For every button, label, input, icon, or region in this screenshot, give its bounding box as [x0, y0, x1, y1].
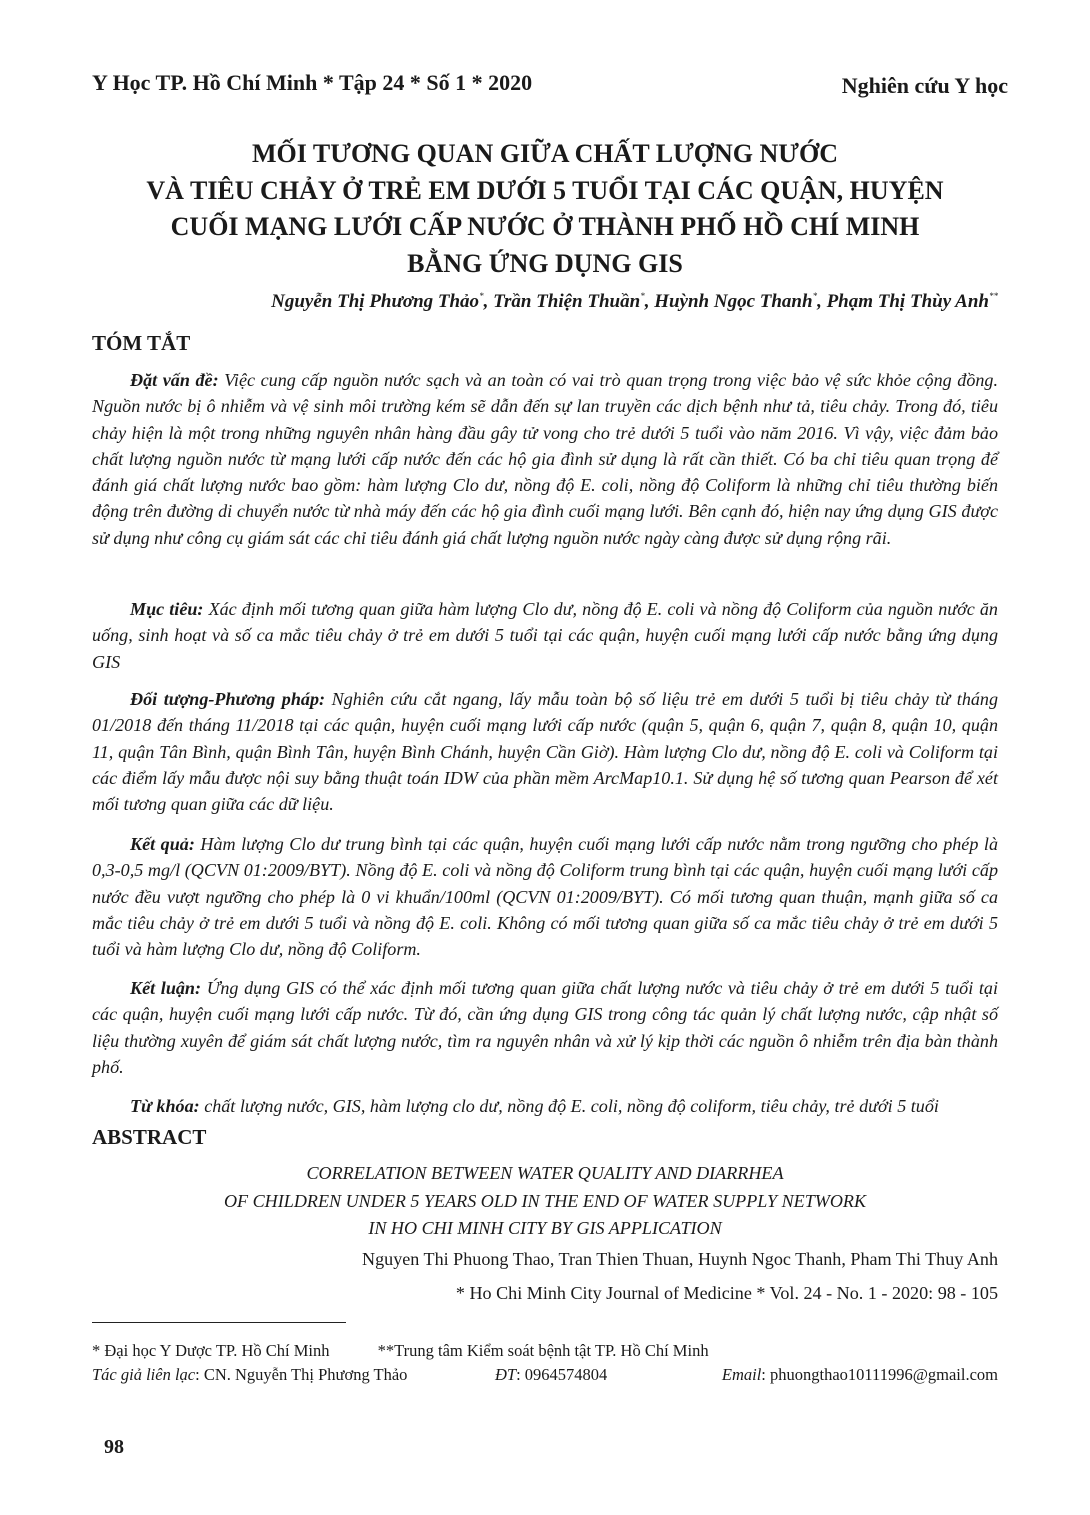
contact-email [722, 1365, 998, 1385]
phone-value: : 0964574804 [516, 1365, 608, 1384]
affiliation-mark: * [640, 291, 645, 301]
summary-results [92, 831, 998, 962]
abstract-heading: ABSTRACT [92, 1125, 207, 1149]
summary-methods [92, 686, 998, 817]
english-title-line: IN HO CHI MINH CITY BY GIS APPLICATION [368, 1218, 722, 1238]
summary-background [92, 367, 998, 551]
section-text: chất lượng nước, GIS, hàm lượng clo dư, nồng độ E. coli, nồng độ coliform, tiêu chảy, trẻ dưới 5 tuổi [204, 1096, 939, 1116]
section-text: Nghiên cứu cắt ngang, lấy mẫu toàn bộ số liệu trẻ em dưới 5 tuổi bị tiêu chảy từ tháng 01/2018 đến tháng 11/2018 tại các quận, huyện cuối mạng lưới cấp nước (quận 5, quận 6, quận 7, quận 8, quận 10, quận 11, quận Tân Bình, quận Bình Tân, huyện Bình Chánh, huyện Cần Giờ). Hàm lượng Clo dư, nồng độ E. coli và Coliform tại các điểm lấy mẫu được nội suy bằng thuật toán IDW của phần mềm ArcMap10.1. Sử dụng hệ số tương quan Pearson để xét mối tương quan giữa các dữ liệu. [92, 689, 999, 815]
author-name: Phạm Thị Thùy Anh [826, 291, 989, 312]
section-label: Đối tượng-Phương pháp: [130, 689, 326, 709]
contact-label: Tác giả liên lạc [92, 1365, 196, 1384]
affiliations [92, 1341, 709, 1361]
affiliation-mark: * [479, 291, 484, 301]
affiliation-mark: * [812, 291, 818, 301]
english-title-line: OF CHILDREN UNDER 5 YEARS OLD IN THE END OF WATER SUPPLY NETWORK [223, 1190, 867, 1211]
author-separator: , [483, 291, 494, 312]
citation: * Ho Chi Minh City Journal of Medicine * Vol. 24 - No. 1 - 2020: 98 - 105 [455, 1283, 998, 1303]
title-line: CUỐI MẠNG LƯỚI CẤP NƯỚC Ở THÀNH PHỐ HỒ CHÍ MINH [170, 212, 920, 241]
author-separator: , [817, 291, 827, 312]
summary-keywords [92, 1093, 998, 1119]
title-line: BẰNG ỨNG DỤNG GIS [407, 248, 683, 278]
footnote-divider [92, 1322, 346, 1323]
phone-label: ĐT [495, 1365, 517, 1384]
author-separator: , [644, 291, 655, 312]
english-title-line: CORRELATION BETWEEN WATER QUALITY AND DIARRHEA [306, 1163, 784, 1183]
section-header: Nghiên cứu Y học [841, 73, 1008, 98]
section-text: Việc cung cấp nguồn nước sạch và an toàn có vai trò quan trọng trong việc bảo vệ sức khỏe cộng đồng. Nguồn nước bị ô nhiễm và vệ sinh môi trường kém sẽ dẫn đến sự lan truyền các dịch bệnh như tả, tiêu chảy. Trong đó, tiêu chảy hiện là một trong những nguyên nhân hàng đầu gây tử vong cho trẻ dưới 5 tuổi vào năm 2016. Vì vậy, việc đảm bảo chất lượng nguồn nước từ mạng lưới cấp nước đến các hộ gia đình sử dụng là rất cần thiết. Có ba chỉ tiêu quan trọng để đánh giá chất lượng nước bao gồm: hàm lượng Clo dư, nồng độ E. coli, nồng độ Coliform là những chỉ tiêu thường biến động trên đường di chuyển nước từ nhà máy đến các hộ gia đình cuối mạng lưới. Bên cạnh đó, hiện nay ứng dụng GIS được sử dụng như công cụ giám sát các chỉ tiêu đánh giá chất lượng nguồn nước ngày càng được sử dụng rộng rãi. [92, 370, 998, 548]
section-text: Ứng dụng GIS có thể xác định mối tương quan giữa chất lượng nước và tiêu chảy ở trẻ em dưới 5 tuổi tại các quận, huyện cuối mạng lưới cấp nước. Từ đó, cần ứng dụng GIS trong công tác quản lý chất lượng nước, cập nhật số liệu thường xuyên để giám sát chất lượng nước, tìm ra nguyên nhân và xử lý kịp thời các nguồn ô nhiễm trên địa bàn thành phố. [92, 978, 999, 1077]
summary-objective [92, 596, 998, 675]
title-line: VÀ TIÊU CHẢY Ở TRẺ EM DƯỚI 5 TUỔI TẠI CÁC QUẬN, HUYỆN [146, 175, 944, 205]
affiliation-1: * Đại học Y Dược TP. Hồ Chí Minh [92, 1341, 330, 1360]
summary-heading: TÓM TẮT [92, 331, 191, 355]
journal-header: Y Học TP. Hồ Chí Minh * Tập 24 * Số 1 * 2020 [92, 70, 533, 95]
affiliation-mark: ** [989, 291, 998, 301]
contact-phone [495, 1365, 607, 1385]
author-name: Huỳnh Ngọc Thanh [654, 291, 813, 312]
author-name: Trần Thiện Thuần [493, 291, 641, 312]
section-label: Kết luận: [130, 978, 202, 998]
english-title [92, 1160, 998, 1243]
email-label: Email [721, 1365, 762, 1384]
english-authors: Nguyen Thi Phuong Thao, Tran Thien Thuan, Huynh Ngoc Thanh, Pham Thi Thuy Anh [362, 1249, 998, 1269]
author-name: Nguyễn Thị Phương Thảo [271, 291, 480, 312]
email-value: : phuongthao10111996@gmail.com [761, 1365, 998, 1384]
title-line: MỐI TƯƠNG QUAN GIỮA CHẤT LƯỢNG NƯỚC [252, 139, 838, 168]
contact-value: : CN. Nguyễn Thị Phương Thảo [195, 1365, 408, 1384]
page-number: 98 [104, 1436, 124, 1458]
section-label: Đặt vấn đề: [130, 370, 219, 390]
summary-conclusion [92, 975, 998, 1080]
author-list [271, 291, 998, 313]
section-label: Từ khóa: [130, 1096, 200, 1116]
section-text: Hàm lượng Clo dư trung bình tại các quận, huyện cuối mạng lưới cấp nước nằm trong ngưỡng cho phép là 0,3-0,5 mg/l (QCVN 01:2009/BYT). Nồng độ E. coli và nồng độ Coliform trung bình tại các quận, huyện cuối mạng lưới cấp nước đều vượt ngưỡng cho phép là 0 vi khuẩn/100ml (QCVN 01:2009/BYT). Có mối tương quan thuận, mạnh giữa số ca mắc tiêu chảy ở trẻ em dưới 5 tuổi và nồng độ E. coli. Không có mối tương quan giữa số ca mắc tiêu chảy ở trẻ em dưới 5 tuổi và hàm lượng Clo dư, nồng độ Coliform. [92, 834, 998, 960]
section-label: Kết quả: [130, 834, 195, 854]
section-text: Xác định mối tương quan giữa hàm lượng Clo dư, nồng độ E. coli và nồng độ Coliform của nguồn nước ăn uống, sinh hoạt và số ca mắc tiêu chảy ở trẻ em dưới 5 tuổi tại các quận, huyện cuối mạng lưới cấp nước bằng ứng dụng GIS [92, 599, 998, 672]
section-label: Mục tiêu: [130, 599, 204, 619]
contact-author [92, 1365, 407, 1385]
article-title [90, 136, 1000, 282]
affiliation-2: **Trung tâm Kiểm soát bệnh tật TP. Hồ Chí Minh [377, 1341, 709, 1360]
